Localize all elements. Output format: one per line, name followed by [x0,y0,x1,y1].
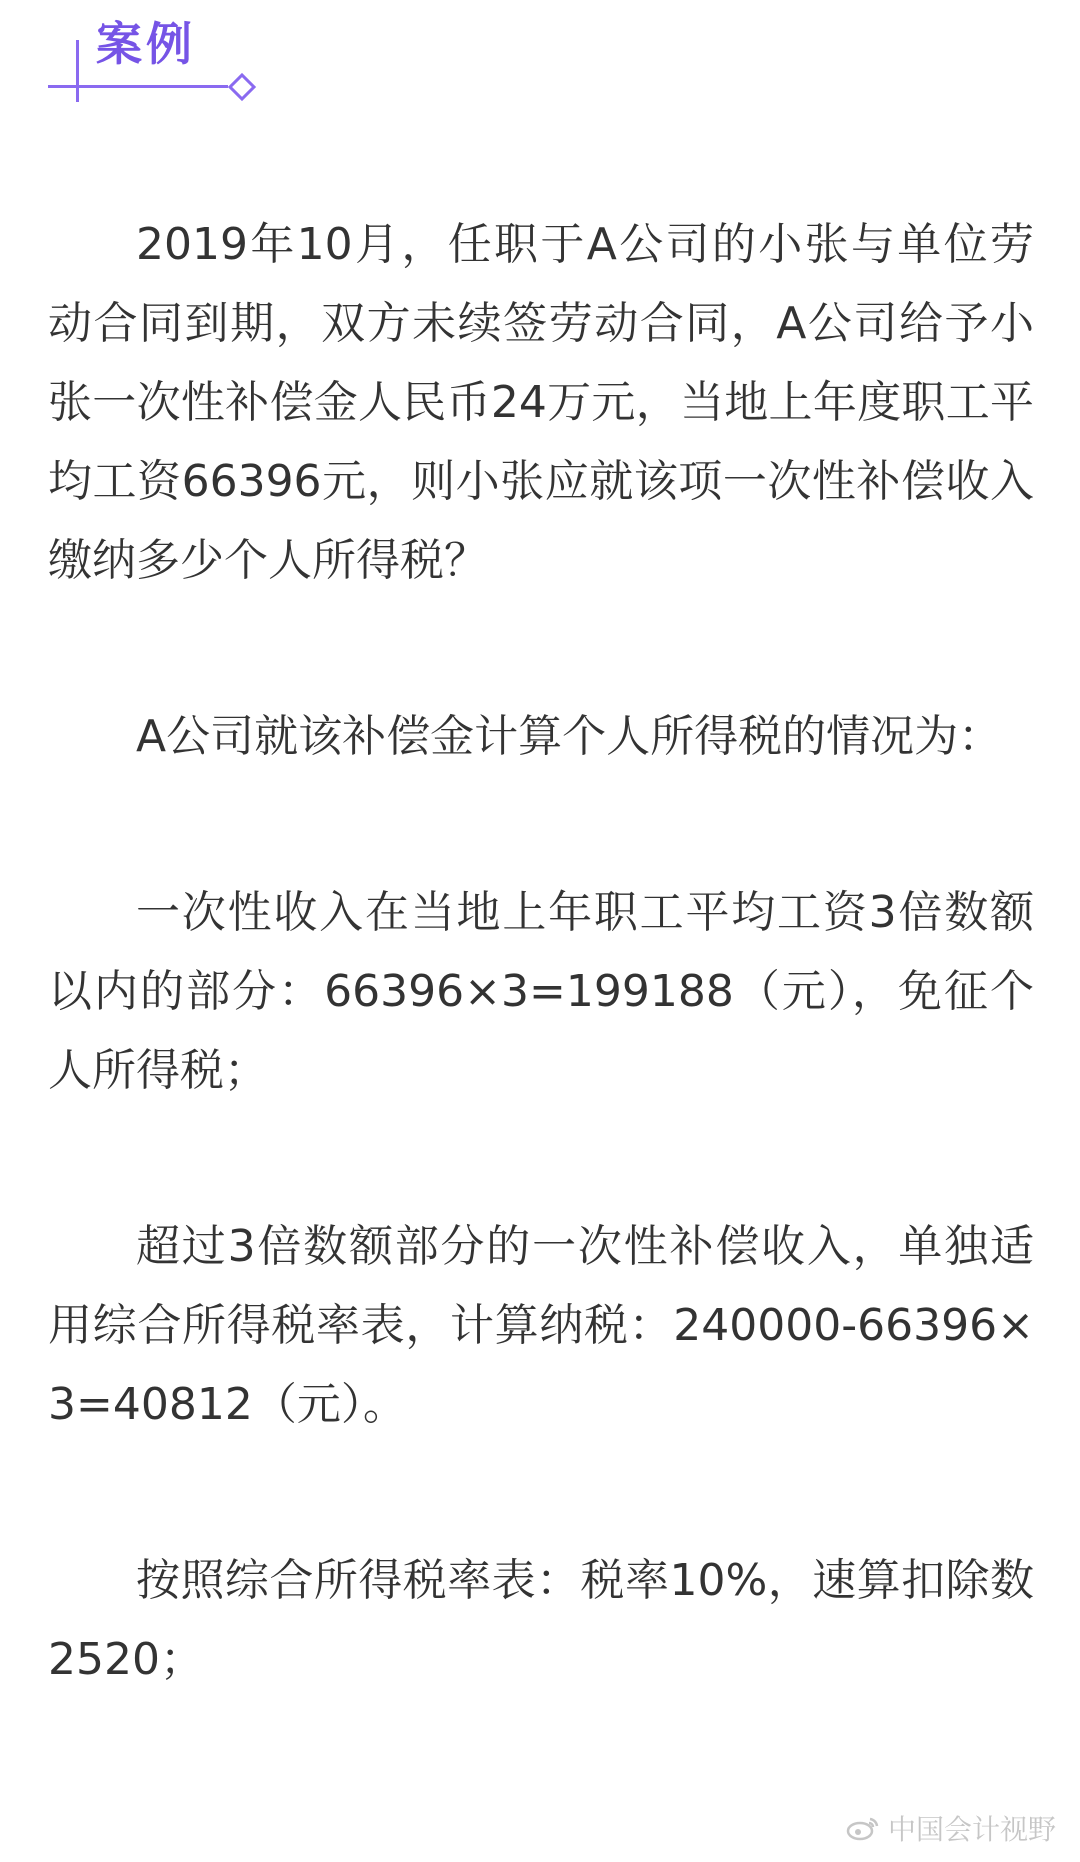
article-body [48,205,1034,1796]
diamond-icon [228,73,256,101]
watermark [846,1808,1056,1848]
paragraph-case-question: 2019年10月，任职于A公司的小张与单位劳动合同到期，双方未续签劳动合同，A公司给予小张一次性补偿金人民币24万元，当地上年度职工平均工资66396元，则小张应就该项一次性补偿收入缴纳多少个人所得税？ [48,219,1034,586]
section-header [0,0,1080,110]
weibo-icon [846,1815,880,1841]
header-underline [48,85,228,88]
paragraph-tax-rate: 按照综合所得税率表：税率10%，速算扣除数2520； [48,1555,1034,1685]
paragraph-calc-intro: A公司就该补偿金计算个人所得税的情况为： [136,711,1003,762]
watermark-text: 中国会计视野 [887,1813,1056,1846]
paragraph-exempt-part: 一次性收入在当地上年职工平均工资3倍数额以内的部分：66396×3=199188（元），免征个人所得税； [48,887,1034,1096]
header-vertical-bar [76,40,79,102]
section-title: 案例 [96,17,196,71]
paragraph-taxable-part: 超过3倍数额部分的一次性补偿收入，单独适用综合所得税率表，计算纳税：240000-66396×3=40812（元）。 [48,1221,1034,1430]
